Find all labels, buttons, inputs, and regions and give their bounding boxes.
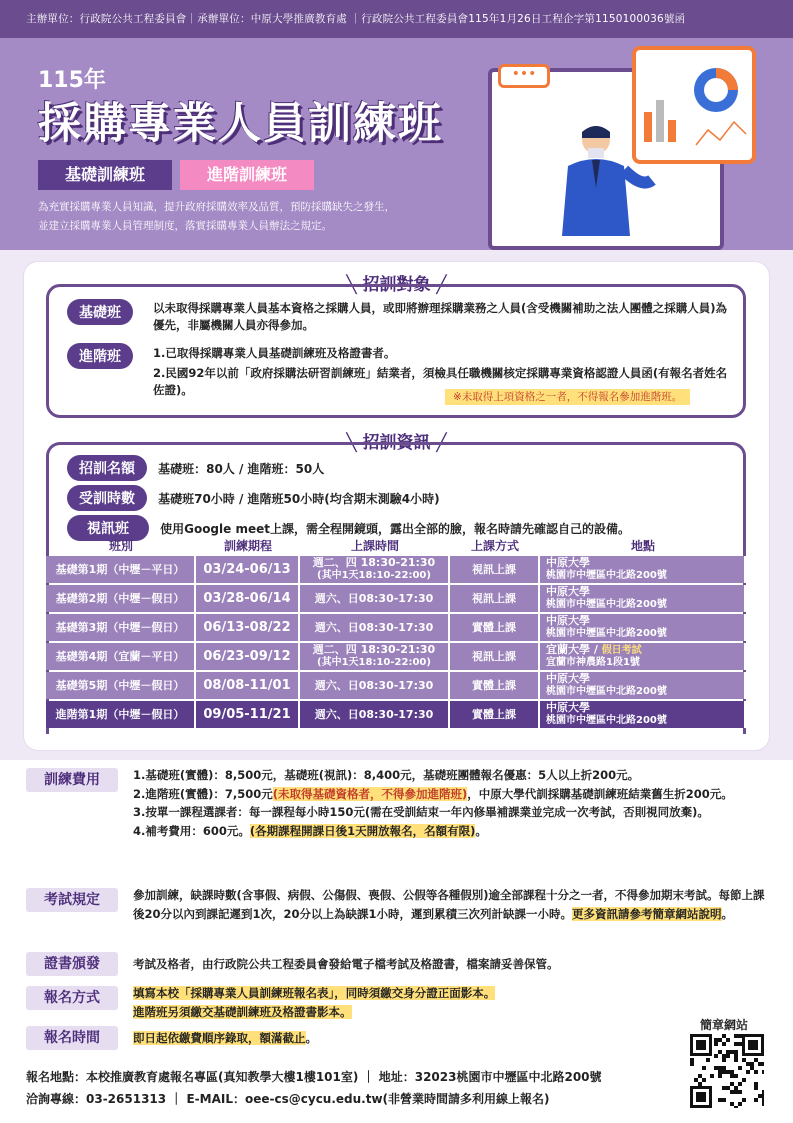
fee-item: 3.按單一課程選課者：每一課程每小時150元(需在受訓結束一年內修畢補課業並完成一次考試，否則視同放棄)。: [133, 805, 709, 819]
cell-location: [540, 614, 746, 641]
slash-icon: ╲: [346, 275, 363, 295]
footer-contact: 洽詢專線：03-2651313 ｜ E-MAIL：oee-cs@cycu.edu.tw(非營業時間請多利用線上報名): [26, 1092, 550, 1106]
fee-warning: (未取得基礎資格者，不得參加進階班): [272, 786, 468, 801]
class-name: 基礎第4期（宜蘭－平日）: [55, 649, 185, 663]
location-name: 中原大學: [546, 701, 590, 714]
tag-advanced-course: 進階訓練班: [180, 160, 314, 190]
section-heading-text: 招訓資訊: [362, 433, 431, 453]
period-text: 09/05-11/21: [203, 706, 291, 722]
fee-item: [133, 785, 769, 804]
cell-location: [540, 701, 746, 728]
cell-mode: [450, 556, 540, 583]
top-banner: 主辦單位：行政院公共工程委員會｜承辦單位：中原大學推廣教育處 ｜行政院公共工程委員會115年1月26日工程企字第1150100036號函: [0, 0, 793, 38]
cell-class: [46, 643, 196, 670]
cell-class: [46, 585, 196, 612]
schedule-table: [46, 534, 746, 730]
col-header-mode: 上課方式: [470, 538, 519, 553]
cell-period: [196, 614, 300, 641]
cell-location: [540, 672, 746, 699]
schedule-body: [46, 556, 746, 728]
signup-time-text: [133, 1029, 693, 1048]
fees-text: [133, 766, 769, 840]
location-address: 桃園市中壢區中北路200號: [546, 628, 667, 639]
slash-icon: ╱: [430, 433, 447, 453]
hero-description: [38, 198, 488, 236]
signup-time-end: 。: [305, 1031, 317, 1045]
cell-time: [300, 614, 450, 641]
advanced-eligibility-2: 2.民國92年以前「政府採購法研習訓練班」結業者，須檢具任職機關核定採購專業資格認證人員函(有報名者姓名佐證)。: [153, 366, 728, 397]
mode-text: 實體上課: [472, 707, 516, 721]
period-text: 06/23-09/12: [203, 648, 291, 664]
cert-label: 證書頒發: [26, 952, 118, 976]
class-name: 進階第1期（中壢－假日）: [55, 707, 185, 721]
cert-text: 考試及格者，由行政院公共工程委員會發給電子檔考試及格證書，檔案請妥善保管。: [133, 957, 559, 971]
fees-label: 訓練費用: [26, 768, 118, 792]
cell-mode: [450, 643, 540, 670]
presenter-illustration: [538, 118, 656, 236]
hours-row: [67, 485, 440, 511]
fee-item-part: ，中原大學代訓採購基礎訓練班結業舊生折200元。: [467, 786, 733, 801]
video-pill: 視訊班: [67, 515, 149, 541]
location-note: 假日考試: [601, 645, 642, 656]
slash-icon: ╲: [346, 433, 363, 453]
table-row: [46, 614, 746, 641]
signup-time-highlight: 即日起依繳費順序錄取，額滿截止: [133, 1031, 306, 1045]
exam-end: 。: [721, 906, 734, 921]
basic-pill: 基礎班: [67, 299, 133, 325]
time-main: 週六、日08:30-17:30: [314, 678, 434, 692]
quota-pill: 招訓名額: [67, 455, 147, 481]
class-name: 基礎第1期（中壢－平日）: [55, 562, 185, 576]
col-header-location: 地點: [630, 538, 655, 553]
signup-line: 進階班另須繳交基礎訓練班及格證書影本。: [133, 1004, 352, 1019]
basic-eligibility-text: 以未取得採購專業人員基本資格之採購人員，或即將辦理採購業務之人員(含受機關補助之法人團體之採購人員)為優先，非屬機關人員亦得參加。: [153, 301, 728, 332]
fee-item-part: 2.進階班(實體)：7,500元: [133, 786, 273, 801]
cell-time: [300, 643, 450, 670]
cell-period: [196, 701, 300, 728]
quota-text: 基礎班：80人 / 進階班：50人: [158, 462, 325, 476]
location-address: 桃園市中壢區中北路200號: [546, 686, 667, 697]
cell-location: [540, 585, 746, 612]
fee-item: [133, 822, 769, 841]
exam-text: [133, 886, 769, 923]
col-header-class: 班別: [108, 538, 133, 553]
time-main: 週二、四 18:30-21:30: [312, 556, 436, 569]
advanced-note-text: ※未取得上項資格之一者，不得報名參加進階班。: [445, 389, 690, 405]
qr-caption: 簡章網站: [700, 1018, 749, 1032]
location-name: 宜蘭大學 /: [546, 643, 602, 656]
period-text: 06/13-08/22: [203, 619, 291, 635]
signup-line: 填寫本校「採購專業人員訓練班報名表」，同時須繳交身分證正面影本。: [133, 986, 496, 1000]
location-name: 中原大學: [546, 672, 590, 685]
location-name: 中原大學: [546, 614, 590, 627]
signup-time-label: 報名時間: [26, 1026, 118, 1050]
cell-location: [540, 556, 746, 583]
cell-mode: [450, 701, 540, 728]
period-text: 03/24-06/13: [203, 561, 291, 577]
period-text: 03/28-06/14: [203, 590, 291, 606]
cell-class: [46, 614, 196, 641]
basic-label: [67, 299, 133, 325]
mode-text: 視訊上課: [472, 649, 516, 663]
class-name: 基礎第2期（中壢－假日）: [55, 591, 185, 605]
cell-period: [196, 585, 300, 612]
hero-section: [0, 38, 793, 270]
qr-code-icon[interactable]: [690, 1034, 764, 1108]
advanced-pill: 進階班: [67, 343, 133, 369]
cell-class: [46, 701, 196, 728]
advanced-note: [445, 385, 690, 404]
location-name: 中原大學: [546, 556, 590, 569]
cell-time: [300, 701, 450, 728]
time-sub: (其中1天18:10-22:00): [317, 570, 431, 581]
cell-period: [196, 643, 300, 670]
table-row: [46, 701, 746, 728]
mode-text: 實體上課: [472, 620, 516, 634]
fee-item-part: 4.補考費用：600元。: [133, 823, 250, 838]
location-address: 桃園市中壢區中北路200號: [546, 570, 667, 581]
table-row: [46, 643, 746, 670]
advanced-label: [67, 343, 133, 369]
cell-class: [46, 672, 196, 699]
hours-pill: 受訓時數: [67, 485, 147, 511]
time-main: 週六、日08:30-17:30: [314, 620, 434, 634]
cell-mode: [450, 614, 540, 641]
table-row: [46, 556, 746, 583]
location-address: 宜蘭市神農路1段1號: [546, 657, 640, 668]
advanced-eligibility-1: 1.已取得採購專業人員基礎訓練班及格證書者。: [153, 346, 396, 360]
info-panel: [24, 262, 769, 750]
mode-text: 實體上課: [472, 678, 516, 692]
cell-mode: [450, 672, 540, 699]
time-sub: (其中1天18:10-22:00): [317, 657, 431, 668]
fee-highlight: (各期課程開課日後1天開放報名，名額有限): [249, 823, 476, 838]
video-text: 使用Google meet上課，需全程開鏡頭，露出全部的臉，報名時請先確認自己的設備。: [160, 522, 630, 536]
tag-basic-course: 基礎訓練班: [38, 160, 172, 190]
col-header-time: 上課時間: [350, 538, 399, 553]
class-name: 基礎第5期（中壢－假日）: [55, 678, 185, 692]
location-address: 桃園市中壢區中北路200號: [546, 715, 667, 726]
mode-text: 視訊上課: [472, 591, 516, 605]
cell-class: [46, 556, 196, 583]
hero-title: 採購專業人員訓練班: [38, 99, 443, 149]
table-row: [46, 585, 746, 612]
cell-time: [300, 556, 450, 583]
exam-label: 考試規定: [26, 888, 118, 912]
footer-location: 報名地點：本校推廣教育處報名專區(真知教學大樓1樓101室) ｜ 地址：32023桃園市中壢區中北路200號: [26, 1070, 602, 1084]
cell-time: [300, 585, 450, 612]
col-header-period: 訓練期程: [223, 538, 272, 553]
exam-more-info: 更多資訊請參考簡章網站說明: [572, 906, 722, 921]
period-text: 08/08-11/01: [203, 677, 291, 693]
cell-period: [196, 672, 300, 699]
recruit-target-box: [46, 284, 746, 418]
signup-method-label: 報名方式: [26, 986, 118, 1010]
signup-method-text: [133, 984, 693, 1021]
quota-row: [67, 455, 324, 481]
time-main: 週六、日08:30-17:30: [314, 591, 434, 605]
exam-rule: 參加訓練，缺課時數(含事假、病假、公傷假、喪假、公假等各種假別)逾全部課程十分之一者，不得參加期末考試。每節上課後20分以內到課記遲到1次，20分以上為缺課1小時，遲到累積三次列計缺課一小時。: [133, 888, 765, 921]
slash-icon: ╱: [430, 275, 447, 295]
hero-desc-line: 並建立採購專業人員管理制度，落實採購專業人員辦法之規定。: [38, 220, 332, 232]
table-row: [46, 672, 746, 699]
hours-text: 基礎班70小時 / 進階班50小時(均含期末測驗4小時): [158, 492, 440, 506]
cell-location: [540, 643, 746, 670]
chat-bubble-icon: •••: [498, 64, 550, 88]
time-main: 週二、四 18:30-21:30: [312, 643, 436, 656]
class-name: 基礎第3期（中壢－假日）: [55, 620, 185, 634]
hero-year: 115年: [38, 68, 106, 93]
fee-item: 1.基礎班(實體)：8,500元，基礎班(視訊)：8,400元，基礎班團體報名優惠：5人以上折200元。: [133, 768, 640, 782]
section-heading-text: 招訓對象: [362, 275, 431, 295]
mode-text: 視訊上課: [472, 562, 516, 576]
cell-time: [300, 672, 450, 699]
cell-period: [196, 556, 300, 583]
fee-item-part: 。: [475, 823, 487, 838]
time-main: 週六、日08:30-17:30: [314, 707, 434, 721]
location-address: 桃園市中壢區中北路200號: [546, 599, 667, 610]
location-name: 中原大學: [546, 585, 590, 598]
cell-mode: [450, 585, 540, 612]
hero-desc-line: 為充實採購專業人員知識，提升政府採購效率及品質，預防採購缺失之發生，: [38, 201, 395, 213]
